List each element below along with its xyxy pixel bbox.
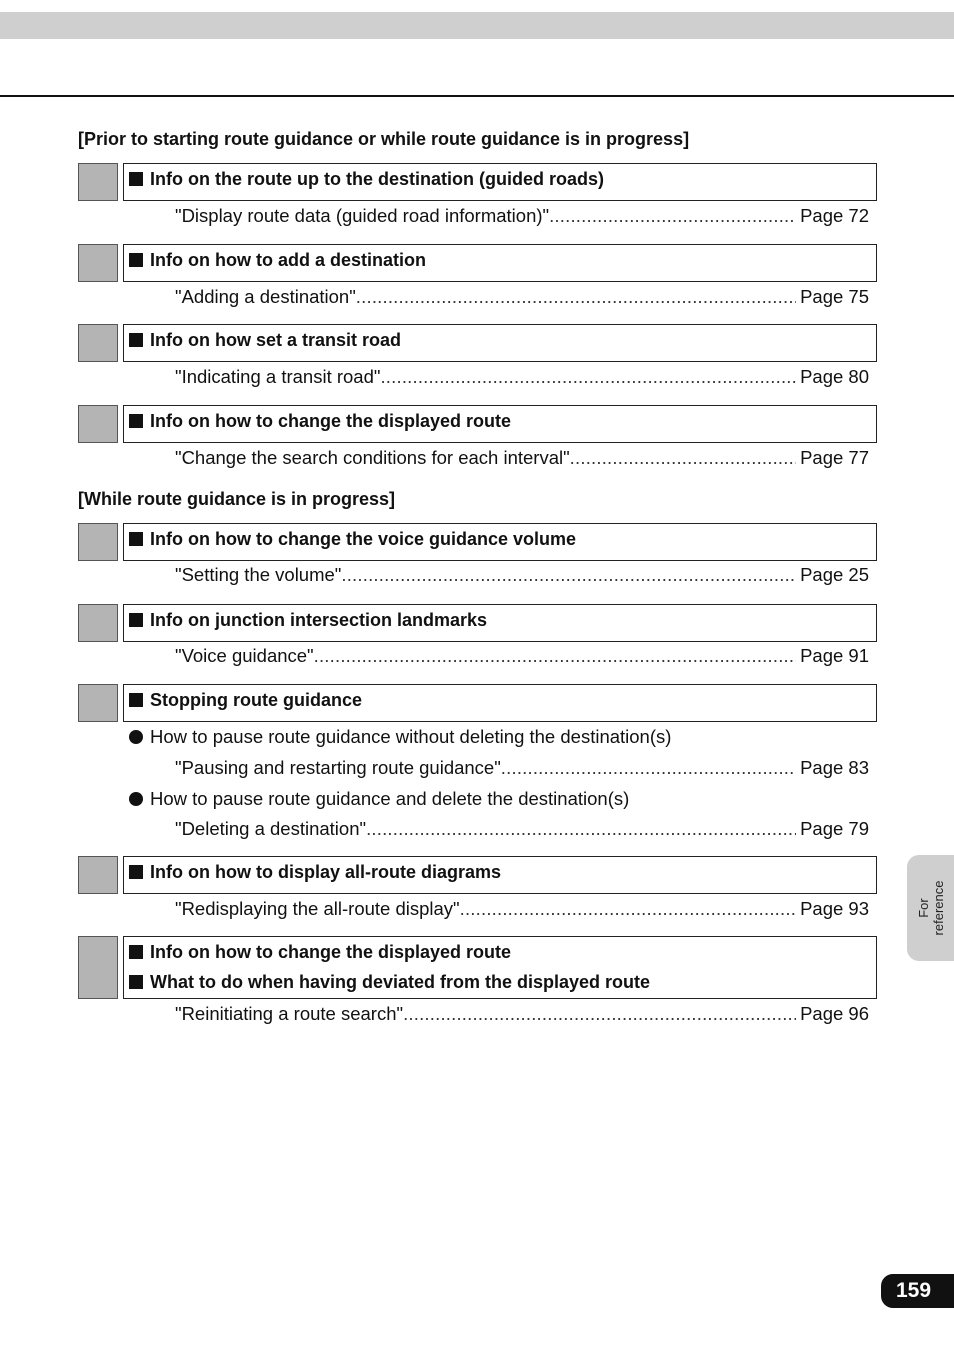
square-bullet-icon: [129, 865, 143, 879]
reference-page: Page 80: [800, 366, 869, 387]
page-reference: [175, 754, 869, 782]
entry-marker: [78, 163, 118, 201]
page-reference: [175, 815, 869, 843]
dot-leader: [314, 642, 796, 670]
entry-title: Info on how to change the displayed route: [124, 937, 876, 967]
reference-text: "Voice guidance": [175, 645, 314, 666]
entry-title-box: [123, 684, 877, 722]
square-bullet-icon: [129, 172, 143, 186]
page-number: 159: [881, 1274, 954, 1308]
section-heading-prior: [Prior to starting route guidance or while route guidance is in progress]: [78, 129, 690, 149]
entry-title: Info on how to add a destination: [124, 245, 876, 275]
entry-marker: [78, 856, 118, 894]
square-bullet-icon: [129, 613, 143, 627]
dot-leader: [570, 444, 796, 472]
entry-title-box: [123, 244, 877, 282]
entry-title: Info on how to change the voice guidance volume: [124, 524, 876, 554]
dot-leader: [356, 283, 796, 311]
reference-page: Page 25: [800, 564, 869, 585]
page-reference: [175, 642, 869, 670]
entry-title: Info on how set a transit road: [124, 325, 876, 355]
entry-title: Info on the route up to the destination (guided roads): [124, 164, 876, 194]
entry-marker: [78, 684, 118, 722]
entry-title: What to do when having deviated from the displayed route: [124, 967, 876, 997]
entry-title: Info on junction intersection landmarks: [124, 605, 876, 635]
entry-marker: [78, 324, 118, 362]
reference-text: "Pausing and restarting route guidance": [175, 757, 501, 778]
square-bullet-icon: [129, 414, 143, 428]
reference-text: "Setting the volume": [175, 564, 342, 585]
dot-leader: [366, 815, 796, 843]
reference-text: "Reinitiating a route search": [175, 1003, 404, 1024]
entry-title: Info on how to display all-route diagrams: [124, 857, 876, 887]
bullet-item: How to pause route guidance and delete the destination(s): [129, 785, 629, 813]
page-reference: [175, 444, 869, 472]
reference-page: Page 75: [800, 286, 869, 307]
square-bullet-icon: [129, 532, 143, 546]
square-bullet-icon: [129, 693, 143, 707]
square-bullet-icon: [129, 975, 143, 989]
dot-leader: [501, 754, 796, 782]
reference-text: "Deleting a destination": [175, 818, 367, 839]
reference-page: Page 79: [800, 818, 869, 839]
entry-marker: [78, 405, 118, 443]
page-reference: [175, 1000, 869, 1028]
page-reference: [175, 561, 869, 589]
page-reference: [175, 895, 869, 923]
reference-page: Page 77: [800, 447, 869, 468]
page-reference: [175, 363, 869, 391]
entry-title-box: [123, 936, 877, 999]
dot-leader: [403, 1000, 796, 1028]
entry-marker: [78, 244, 118, 282]
page-reference: [175, 202, 869, 230]
entry-title-box: [123, 523, 877, 561]
square-bullet-icon: [129, 253, 143, 267]
reference-page: Page 72: [800, 205, 869, 226]
square-bullet-icon: [129, 333, 143, 347]
reference-page: Page 96: [800, 1003, 869, 1024]
header-rule: [0, 95, 954, 97]
reference-page: Page 91: [800, 645, 869, 666]
dot-leader: [460, 895, 796, 923]
page-reference: [175, 283, 869, 311]
entry-title-box: [123, 324, 877, 362]
entry-title-box: [123, 604, 877, 642]
entry-marker: [78, 936, 118, 999]
entry-marker: [78, 523, 118, 561]
circle-bullet-icon: [129, 792, 143, 806]
entry-title-box: [123, 856, 877, 894]
section-heading-while: [While route guidance is in progress]: [78, 489, 396, 509]
header-band: [0, 12, 954, 39]
dot-leader: [549, 202, 796, 230]
entry-title: Stopping route guidance: [124, 685, 876, 715]
reference-page: Page 83: [800, 757, 869, 778]
reference-text: "Change the search conditions for each interval": [175, 447, 570, 468]
reference-page: Page 93: [800, 898, 869, 919]
reference-text: "Indicating a transit road": [175, 366, 381, 387]
dot-leader: [380, 363, 796, 391]
bullet-item: How to pause route guidance without deleting the destination(s): [129, 723, 671, 751]
entry-title-box: [123, 163, 877, 201]
entry-title-box: [123, 405, 877, 443]
dot-leader: [341, 561, 796, 589]
reference-text: "Redisplaying the all-route display": [175, 898, 460, 919]
circle-bullet-icon: [129, 730, 143, 744]
reference-text: "Display route data (guided road information)": [175, 205, 550, 226]
entry-title: Info on how to change the displayed route: [124, 406, 876, 436]
entry-marker: [78, 604, 118, 642]
reference-text: "Adding a destination": [175, 286, 356, 307]
square-bullet-icon: [129, 945, 143, 959]
side-tab-label: For reference: [915, 880, 946, 936]
side-tab-for-reference: [907, 855, 954, 961]
